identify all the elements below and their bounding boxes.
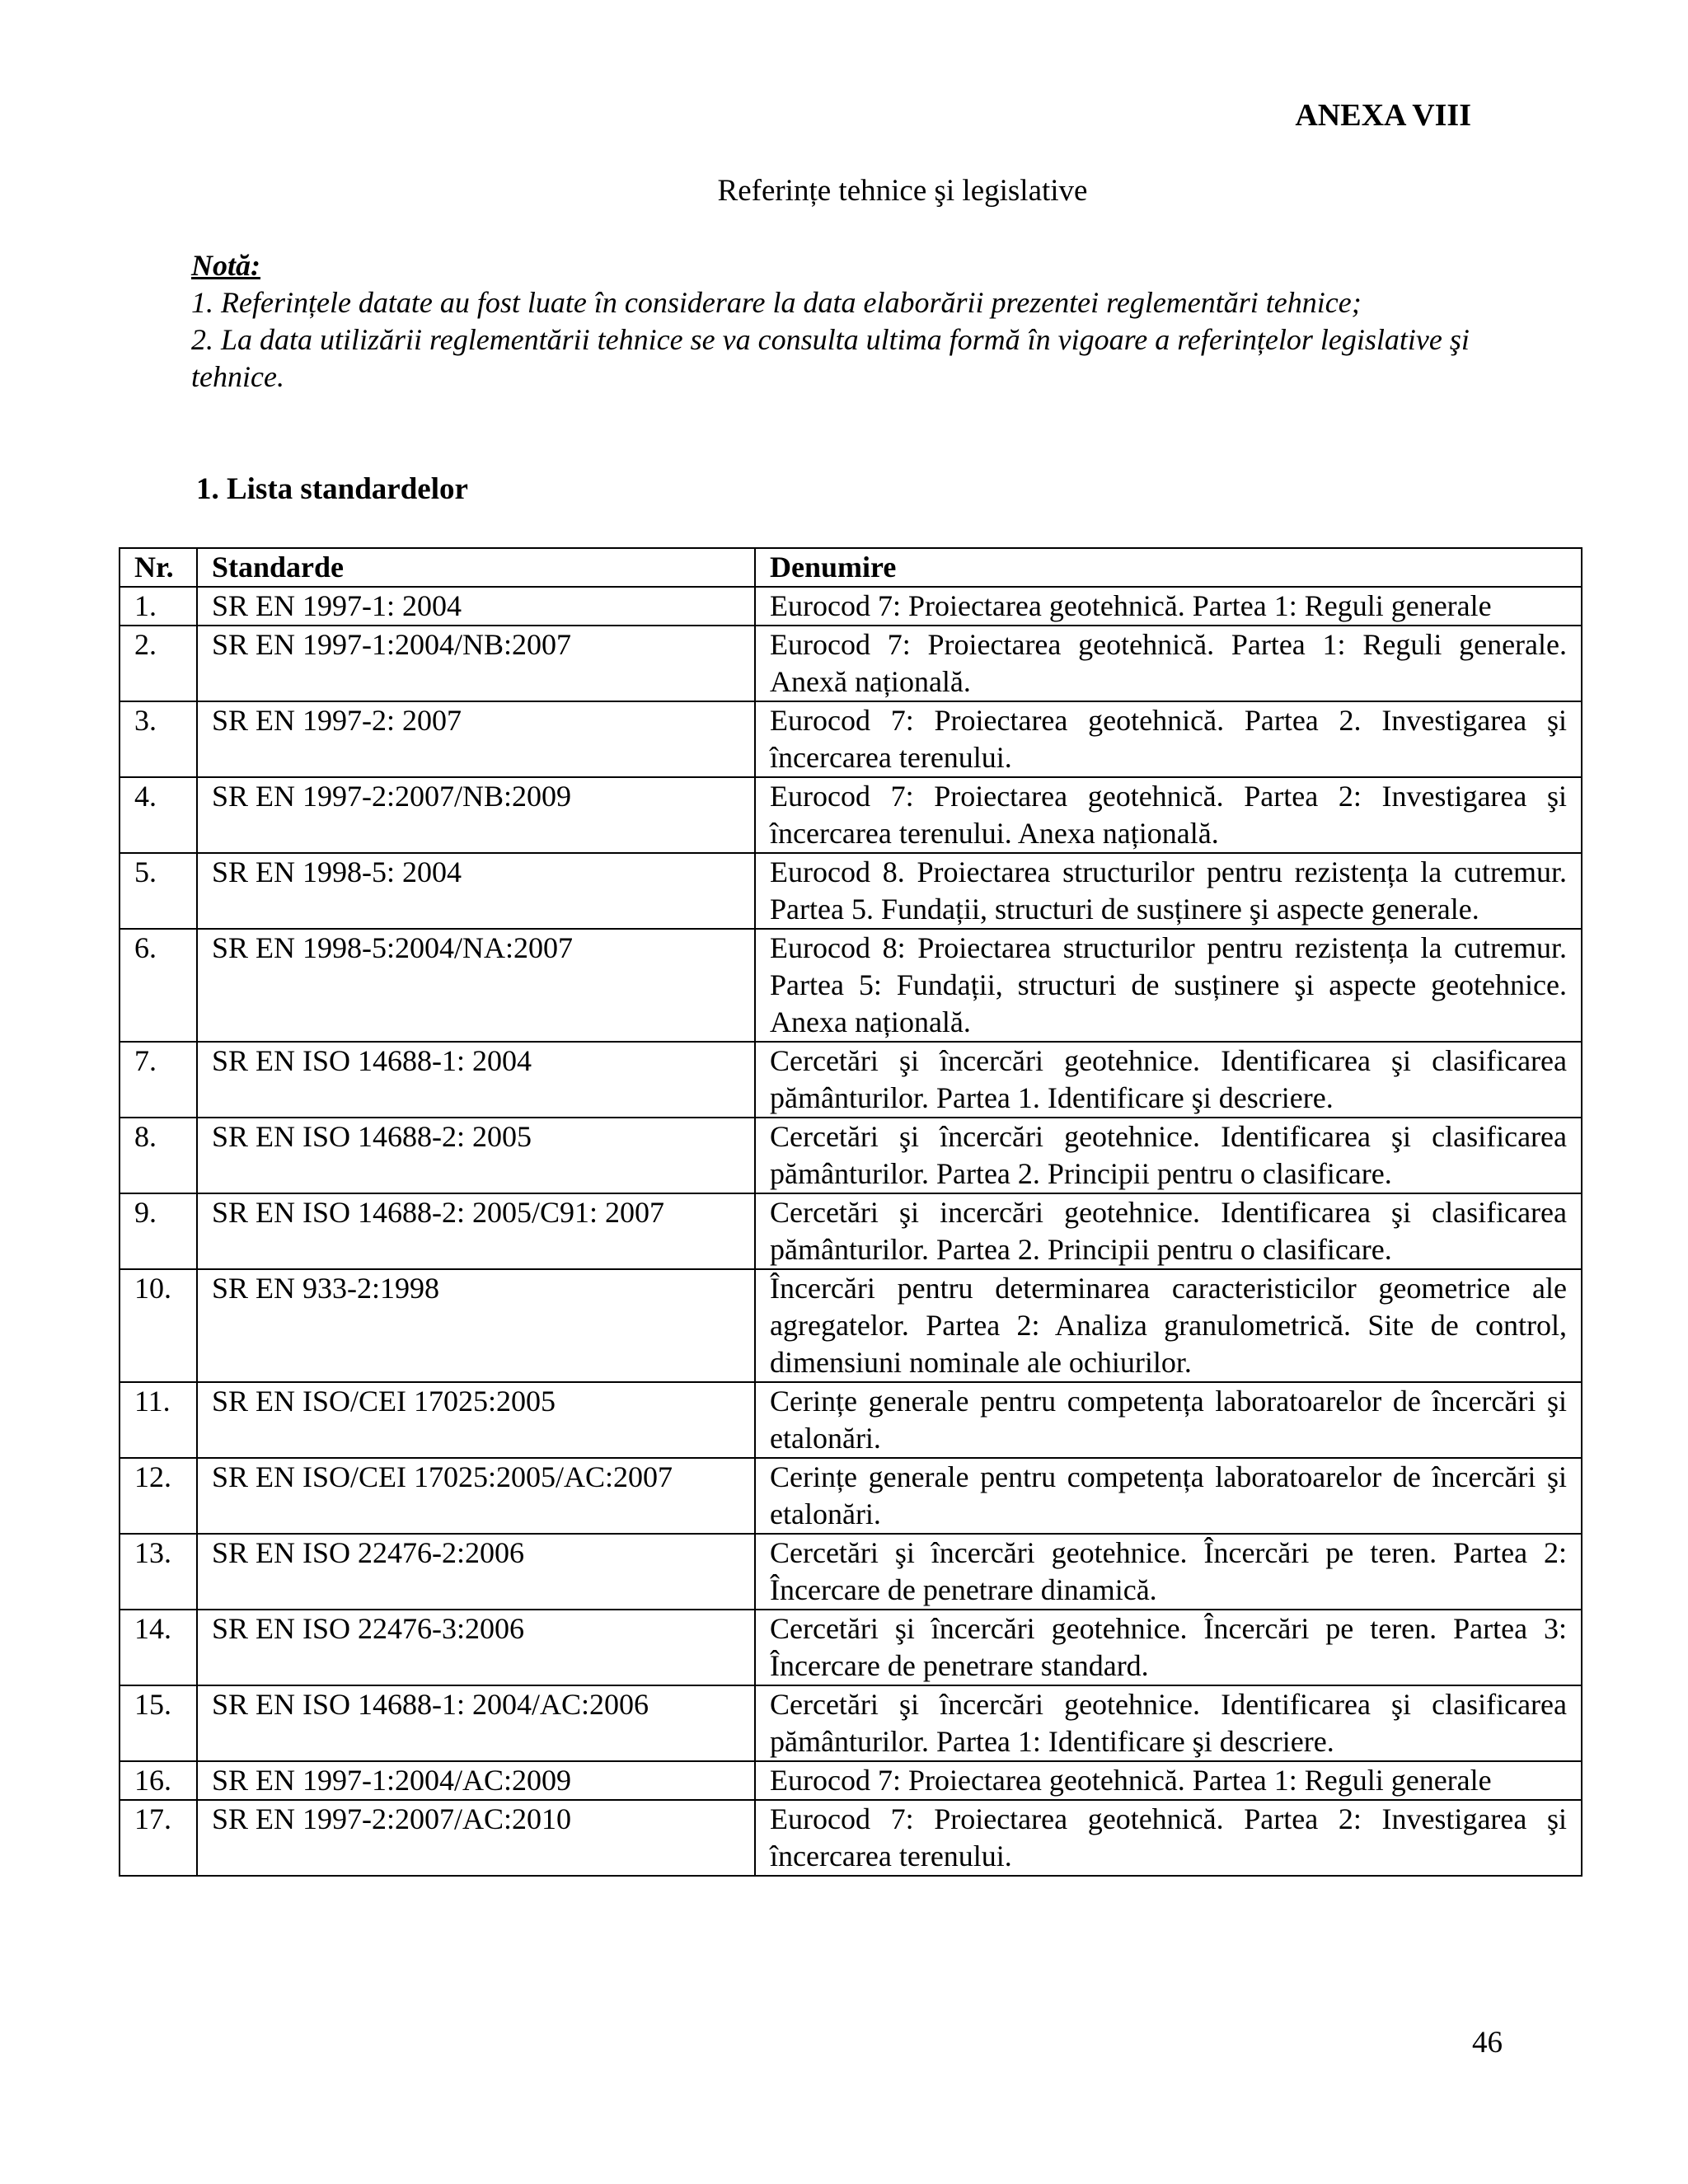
row-number-cell: 13. [120,1534,197,1610]
row-number-cell: 16. [120,1761,197,1800]
row-number-cell: 7. [120,1042,197,1118]
standard-code-cell: SR EN ISO 22476-2:2006 [197,1534,755,1610]
note-heading: Notă: [191,249,260,282]
standard-name-cell: Încercări pentru determinarea caracteristicilor geometrice ale agregatelor. Partea 2: Analiza granulometrică. Site de control, dimensiuni nominale ale ochiurilor. [755,1269,1582,1382]
table-row [120,777,1582,853]
standard-name-cell: Cercetări şi încercări geotehnice. Încercări pe teren. Partea 3: Încercare de penetrare standard. [755,1610,1582,1685]
row-number-cell: 3. [120,701,197,777]
table-row [120,701,1582,777]
row-number-cell: 15. [120,1685,197,1761]
row-number-cell: 14. [120,1610,197,1685]
row-number-cell: 8. [120,1118,197,1193]
note-block [191,247,1518,396]
table-row [120,1800,1582,1876]
row-number-cell: 5. [120,853,197,929]
standard-code-cell: SR EN 1998-5: 2004 [197,853,755,929]
standard-code-cell: SR EN 1997-1:2004/NB:2007 [197,626,755,701]
table-row [120,853,1582,929]
table-row [120,1458,1582,1534]
standard-name-cell: Cerințe generale pentru competența laboratoarelor de încercări şi etalonări. [755,1458,1582,1534]
row-number-cell: 10. [120,1269,197,1382]
column-header-nr: Nr. [120,548,197,587]
standard-code-cell: SR EN 1997-2:2007/AC:2010 [197,1800,755,1876]
standard-name-cell: Cercetări şi încercări geotehnice. Încercări pe teren. Partea 2: Încercare de penetrare dinamică. [755,1534,1582,1610]
standard-code-cell: SR EN ISO 14688-1: 2004 [197,1042,755,1118]
annex-label: ANEXA VIII [1295,98,1471,133]
table-row [120,1761,1582,1800]
standard-name-cell: Cercetări şi incercări geotehnice. Identificarea şi clasificarea pământurilor. Partea 2. Principii pentru o clasificare. [755,1193,1582,1269]
table-row [120,1193,1582,1269]
table-row [120,929,1582,1042]
table-row [120,1042,1582,1118]
row-number-cell: 11. [120,1382,197,1458]
table-row [120,1118,1582,1193]
standard-name-cell: Eurocod 8. Proiectarea structurilor pentru rezistența la cutremur. Partea 5. Fundații, structuri de susținere şi aspecte generale. [755,853,1582,929]
page-number: 46 [1472,2026,1503,2060]
document-title: Referințe tehnice şi legislative [717,174,1088,208]
standard-code-cell: SR EN 1997-2: 2007 [197,701,755,777]
row-number-cell: 17. [120,1800,197,1876]
row-number-cell: 2. [120,626,197,701]
row-number-cell: 4. [120,777,197,853]
standard-code-cell: SR EN 1997-1:2004/AC:2009 [197,1761,755,1800]
standard-name-cell: Eurocod 7: Proiectarea geotehnică. Partea 2. Investigarea şi încercarea terenului. [755,701,1582,777]
table-body [120,587,1582,1876]
standard-code-cell: SR EN ISO 14688-2: 2005 [197,1118,755,1193]
row-number-cell: 12. [120,1458,197,1534]
table-row [120,1685,1582,1761]
standard-code-cell: SR EN ISO/CEI 17025:2005 [197,1382,755,1458]
row-number-cell: 6. [120,929,197,1042]
standard-name-cell: Cerințe generale pentru competența laboratoarelor de încercări şi etalonări. [755,1382,1582,1458]
standard-code-cell: SR EN ISO 14688-2: 2005/C91: 2007 [197,1193,755,1269]
note-line: 1. Referințele datate au fost luate în considerare la data elaborării prezentei reglementări tehnice; [191,286,1362,319]
standard-code-cell: SR EN 1998-5:2004/NA:2007 [197,929,755,1042]
standard-code-cell: SR EN 1997-1: 2004 [197,587,755,626]
table-row [120,587,1582,626]
standard-name-cell: Eurocod 7: Proiectarea geotehnică. Partea 2: Investigarea şi încercarea terenului. Anexa națională. [755,777,1582,853]
table-row [120,626,1582,701]
standard-name-cell: Eurocod 7: Proiectarea geotehnică. Partea 1: Reguli generale. Anexă națională. [755,626,1582,701]
row-number-cell: 9. [120,1193,197,1269]
table-row [120,1610,1582,1685]
note-line: 2. La data utilizării reglementării tehnice se va consulta ultima formă în vigoare a referințelor legislative şi tehnice. [191,323,1470,393]
table-row [120,1269,1582,1382]
row-number-cell: 1. [120,587,197,626]
standard-name-cell: Eurocod 7: Proiectarea geotehnică. Partea 1: Reguli generale [755,1761,1582,1800]
table-row [120,1534,1582,1610]
standard-code-cell: SR EN ISO/CEI 17025:2005/AC:2007 [197,1458,755,1534]
standard-code-cell: SR EN 1997-2:2007/NB:2009 [197,777,755,853]
standard-name-cell: Cercetări şi încercări geotehnice. Identificarea şi clasificarea pământurilor. Partea 1. Identificare şi descriere. [755,1042,1582,1118]
table-row [120,1382,1582,1458]
standards-table [119,547,1582,1877]
column-header-denumire: Denumire [755,548,1582,587]
table-header-row [120,548,1582,587]
standard-code-cell: SR EN 933-2:1998 [197,1269,755,1382]
standard-name-cell: Eurocod 7: Proiectarea geotehnică. Partea 1: Reguli generale [755,587,1582,626]
standard-name-cell: Cercetări şi încercări geotehnice. Identificarea şi clasificarea pământurilor. Partea 1: Identificare şi descriere. [755,1685,1582,1761]
standard-code-cell: SR EN ISO 22476-3:2006 [197,1610,755,1685]
section-heading: 1. Lista standardelor [196,472,468,506]
column-header-standarde: Standarde [197,548,755,587]
standard-name-cell: Eurocod 7: Proiectarea geotehnică. Partea 2: Investigarea şi încercarea terenului. [755,1800,1582,1876]
standard-name-cell: Eurocod 8: Proiectarea structurilor pentru rezistența la cutremur. Partea 5: Fundații, structuri de susținere şi aspecte geotehnice. Anexa națională. [755,929,1582,1042]
standard-code-cell: SR EN ISO 14688-1: 2004/AC:2006 [197,1685,755,1761]
standard-name-cell: Cercetări şi încercări geotehnice. Identificarea şi clasificarea pământurilor. Partea 2. Principii pentru o clasificare. [755,1118,1582,1193]
